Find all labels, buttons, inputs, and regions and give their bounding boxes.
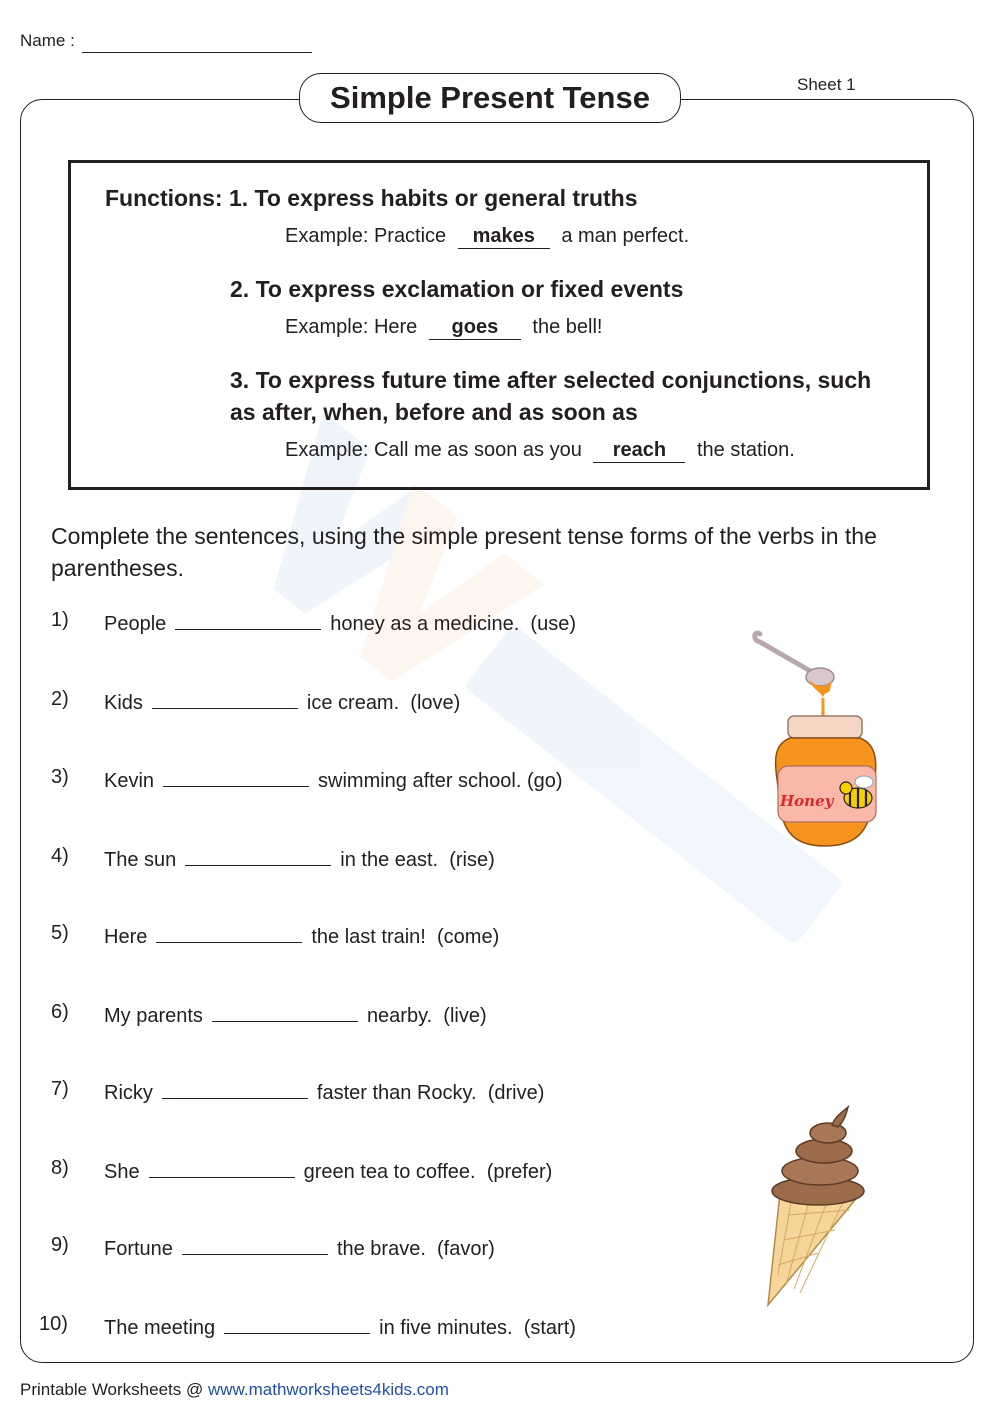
honey-jar-icon xyxy=(750,628,890,853)
question-before: The meeting xyxy=(104,1317,216,1339)
example-label: Example: xyxy=(285,316,369,338)
question-4-number: 4) xyxy=(51,845,69,867)
question-5-number: 5) xyxy=(51,922,69,944)
question-8 xyxy=(104,1157,552,1184)
question-10 xyxy=(104,1313,576,1340)
question-7 xyxy=(104,1078,544,1105)
question-5 xyxy=(104,922,499,949)
function-1-heading xyxy=(105,185,638,212)
question-after: the brave. xyxy=(336,1238,426,1260)
question-2-number: 2) xyxy=(51,688,69,710)
question-after: swimming after school. xyxy=(318,770,522,792)
example-label: Example: xyxy=(285,439,369,461)
answer-blank[interactable] xyxy=(175,609,321,630)
question-after: in five minutes. xyxy=(379,1317,513,1339)
question-9 xyxy=(104,1234,495,1261)
example-after: the station. xyxy=(696,439,795,461)
question-before: Kids xyxy=(104,692,143,714)
function-2-example xyxy=(285,316,602,340)
question-1-number: 1) xyxy=(51,609,69,631)
answer-blank[interactable] xyxy=(182,1234,328,1255)
example-answer: goes xyxy=(429,316,521,340)
question-7-number: 7) xyxy=(51,1078,69,1100)
function-3-example xyxy=(285,439,795,463)
answer-blank[interactable] xyxy=(149,1157,295,1178)
name-line[interactable] xyxy=(82,52,312,53)
verb-hint: (prefer) xyxy=(486,1161,553,1183)
question-3 xyxy=(104,766,563,793)
function-3-heading-line1: 3. To express future time after selected conjunctions, such xyxy=(230,367,872,393)
question-before: Here xyxy=(104,926,148,948)
answer-blank[interactable] xyxy=(162,1078,308,1099)
name-label: Name : xyxy=(20,31,75,50)
question-before: The sun xyxy=(104,849,177,871)
question-before: She xyxy=(104,1161,140,1183)
verb-hint: (come) xyxy=(437,926,500,948)
question-9-number: 9) xyxy=(51,1234,69,1256)
footer-link[interactable]: www.mathworksheets4kids.com xyxy=(207,1380,449,1399)
honey-label: Honey xyxy=(780,792,834,810)
question-8-number: 8) xyxy=(51,1157,69,1179)
question-before: Kevin xyxy=(104,770,155,792)
answer-blank[interactable] xyxy=(224,1313,370,1334)
verb-hint: (start) xyxy=(523,1317,576,1339)
ice-cream-cone-icon xyxy=(760,1105,875,1310)
question-before: Fortune xyxy=(104,1238,173,1260)
verb-hint: (favor) xyxy=(437,1238,495,1260)
question-after: the last train! xyxy=(311,926,426,948)
verb-hint: (live) xyxy=(443,1005,487,1027)
answer-blank[interactable] xyxy=(163,766,309,787)
function-1-example xyxy=(285,225,689,249)
example-before: Call me as soon as you xyxy=(373,439,582,461)
example-before: Practice xyxy=(373,225,447,247)
question-after: nearby. xyxy=(366,1005,433,1027)
question-10-number: 10) xyxy=(39,1313,68,1335)
answer-blank[interactable] xyxy=(212,1001,358,1022)
verb-hint: (love) xyxy=(410,692,461,714)
answer-blank[interactable] xyxy=(152,688,298,709)
verb-hint: (rise) xyxy=(449,849,495,871)
instructions: Complete the sentences, using the simple present tense forms of the verbs in the parentheses. xyxy=(51,523,877,581)
example-before: Here xyxy=(373,316,418,338)
question-after: faster than Rocky. xyxy=(316,1082,477,1104)
example-after: a man perfect. xyxy=(561,225,690,247)
question-4 xyxy=(104,845,495,872)
question-after: honey as a medicine. xyxy=(330,613,520,635)
example-label: Example: xyxy=(285,225,369,247)
verb-hint: (go) xyxy=(527,770,563,792)
sheet-number: Sheet 1 xyxy=(797,75,856,94)
function-1-text: 1. To express habits or general truths xyxy=(228,185,638,211)
example-answer: makes xyxy=(458,225,550,249)
question-before: People xyxy=(104,613,167,635)
question-after: ice cream. xyxy=(306,692,400,714)
page-title: Simple Present Tense xyxy=(299,73,681,123)
question-6-number: 6) xyxy=(51,1001,69,1023)
function-2-heading: 2. To express exclamation or fixed events xyxy=(230,276,684,302)
question-3-number: 3) xyxy=(51,766,69,788)
question-before: Ricky xyxy=(104,1082,153,1104)
question-after: in the east. xyxy=(340,849,439,871)
footer xyxy=(20,1380,449,1400)
verb-hint: (drive) xyxy=(487,1082,545,1104)
example-after: the bell! xyxy=(532,316,603,338)
functions-prefix: Functions: xyxy=(105,185,223,211)
function-3-heading-line2: as after, when, before and as soon as xyxy=(230,399,638,425)
question-before: My parents xyxy=(104,1005,203,1027)
verb-hint: (use) xyxy=(530,613,576,635)
footer-prefix: Printable Worksheets @ xyxy=(20,1380,204,1399)
answer-blank[interactable] xyxy=(185,845,331,866)
example-answer: reach xyxy=(593,439,685,463)
question-after: green tea to coffee. xyxy=(303,1161,476,1183)
answer-blank[interactable] xyxy=(156,922,302,943)
question-1 xyxy=(104,609,576,636)
question-2 xyxy=(104,688,460,715)
question-6 xyxy=(104,1001,487,1028)
